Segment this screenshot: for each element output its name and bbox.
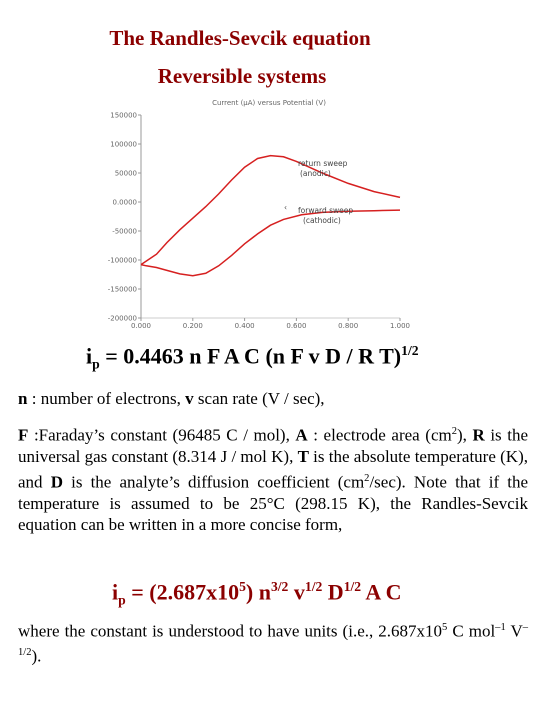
eq2-n-sup: 3/2 (270, 579, 289, 594)
x-tick-label: 0.400 (234, 322, 255, 330)
var-A: A (295, 425, 308, 445)
units-text4: ). (31, 646, 42, 666)
definitions-line (18, 388, 528, 410)
chart-svg (104, 96, 414, 332)
y-tick-label: 0.0000 (112, 198, 137, 207)
var-A-end: ), (456, 425, 467, 445)
units-sup: 5 (442, 622, 448, 633)
units-text3: V (505, 621, 523, 641)
annotation-return-sweep-line2: (anodic) (300, 169, 331, 178)
var-R: R (472, 425, 485, 445)
eq2-part3: v (288, 579, 305, 605)
units-text: where the constant is understood to have units (i.e., 2.687x10 (18, 621, 443, 641)
eq1-body: = 0.4463 n F A C (n F v D / R T) (99, 343, 402, 369)
randles-sevcik-equation (86, 343, 419, 373)
eq2-part5: A C (361, 579, 402, 605)
definitions-paragraph (18, 421, 528, 536)
eq1-lhs: i (86, 343, 93, 369)
y-tick-label: 150000 (110, 111, 137, 120)
page-subtitle: Reversible systems (157, 64, 327, 88)
eq2-lhs: i (112, 579, 119, 605)
eq2-D-sup: 1/2 (343, 579, 362, 594)
series-return-sweep (141, 156, 400, 265)
units-sup3: –1/2 (18, 622, 528, 659)
eq2-v-sup: 1/2 (304, 579, 323, 594)
units-text2: C mol (447, 621, 496, 641)
var-v-desc: scan rate (V / sec), (193, 389, 325, 408)
concise-equation (112, 579, 401, 609)
x-tick-label: 0.000 (130, 322, 152, 330)
var-T-desc: is the absolute temperature (K), and (18, 447, 528, 492)
y-tick-label: -200000 (107, 314, 137, 323)
eq1-lhs-sub: p (92, 356, 100, 372)
var-D-desc: is the analyte’s diffusion coefficient (cm (62, 472, 365, 492)
cyclic-voltammogram-chart (104, 96, 414, 332)
annotation-arrow: ‹ (284, 203, 287, 212)
units-paragraph (18, 617, 528, 667)
page-title: The Randles-Sevcik equation (109, 26, 371, 50)
eq2-lhs-sub: p (118, 592, 126, 608)
x-tick-label: 0.600 (286, 322, 307, 330)
y-tick-label: 100000 (110, 140, 137, 149)
var-A-desc: : electrode area (cm (307, 425, 452, 445)
var-R-desc: is the universal gas constant (8.314 J / mol K), (18, 425, 529, 467)
var-F: F (18, 425, 29, 445)
var-T: T (297, 447, 309, 467)
var-D-sup: 2 (364, 472, 370, 484)
units-sup2: –1 (495, 622, 506, 633)
x-tick-label: 0.800 (338, 322, 359, 330)
chart-title: Current (µA) versus Potential (V) (212, 99, 326, 107)
eq2-part4: D (322, 579, 344, 605)
var-A-sup: 2 (451, 426, 457, 437)
y-tick-label: 50000 (114, 169, 137, 178)
annotation-return-sweep-line1: return sweep (298, 159, 348, 168)
var-D: D (50, 472, 63, 492)
var-F-desc: :Faraday’s constant (96485 C / mol), (28, 425, 296, 445)
eq2-part1-sup: 5 (239, 579, 246, 594)
x-tick-label: 0.200 (182, 322, 203, 330)
var-n: n (18, 389, 28, 408)
var-n-desc: : number of electrons, (27, 389, 186, 408)
eq1-exponent: 1/2 (401, 343, 419, 358)
y-tick-label: -100000 (107, 256, 137, 265)
x-tick-label: 1.000 (389, 322, 411, 330)
var-v: v (185, 389, 194, 408)
annotation-forward-sweep-line1: forward sweep (298, 206, 354, 215)
annotation-forward-sweep-line2: (cathodic) (303, 216, 341, 225)
y-tick-label: -150000 (107, 285, 137, 294)
eq2-part1: = (2.687x10 (125, 579, 240, 605)
eq2-part2: ) n (245, 579, 271, 605)
series-forward-sweep (141, 210, 400, 276)
y-tick-label: -50000 (112, 227, 137, 236)
var-D-end: /sec). Note that if the temperature is assumed to be 25°C (298.15 K), the Randles-Sevcik equation can be written in a more concise form, (18, 472, 529, 535)
